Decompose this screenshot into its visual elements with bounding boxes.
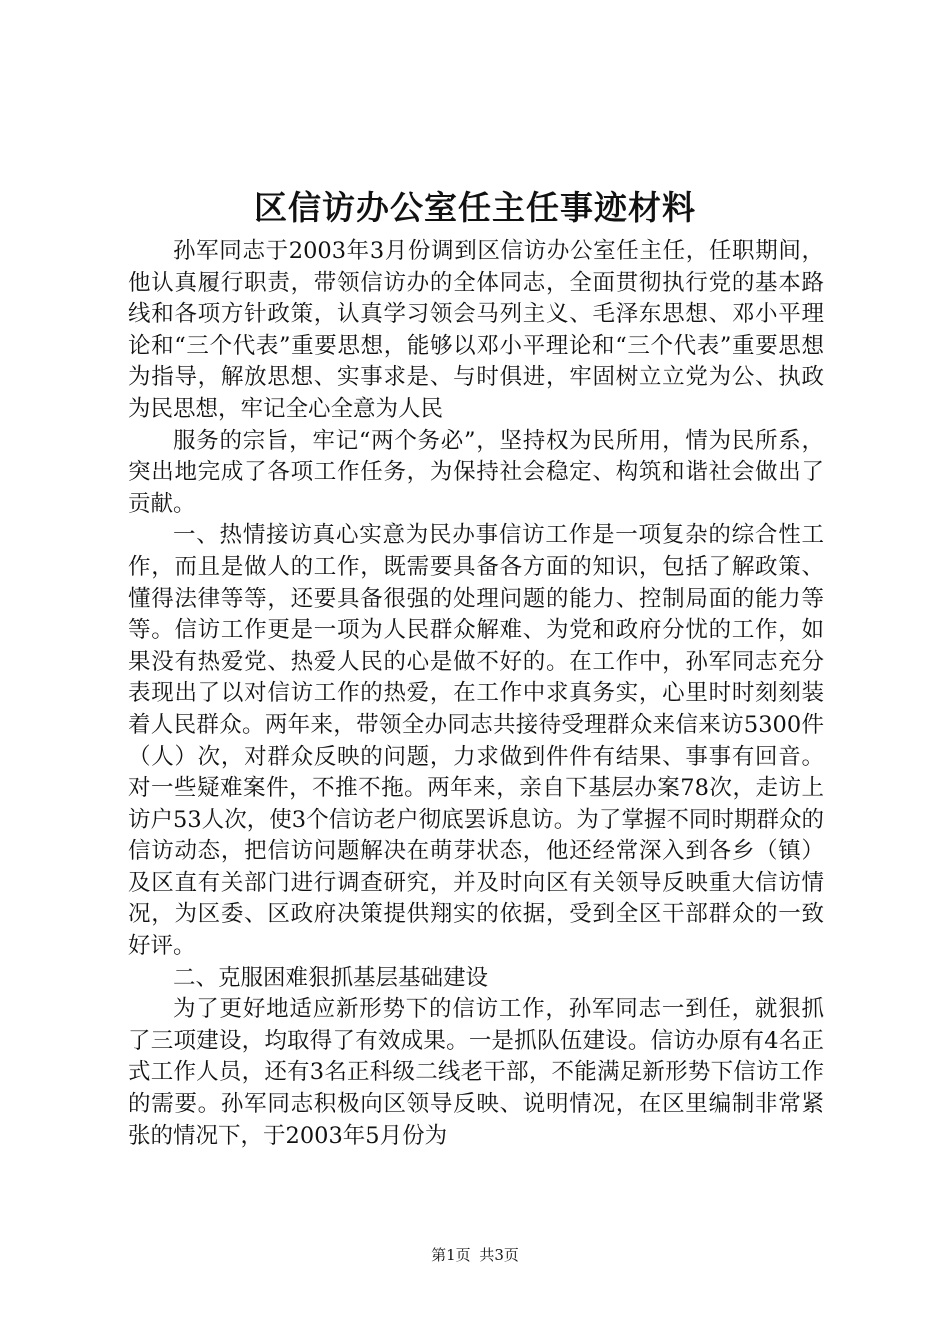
page-footer (0, 1245, 950, 1265)
paragraph: 孙军同志于2003年3月份调到区信访办公室任主任，任职期间，他认真履行职责，带领信访办的全体同志，全面贯彻执行党的基本路线和各项方针政策，认真学习领会马列主义、毛泽东思想、邓小平理论和“三个代表”重要思想，能够以邓小平理论和“三个代表”重要思想为指导，解放思想、实事求是、与时俱进，牢固树立立党为公、执政为民思想，牢记全心全意为人民 (128, 238, 824, 422)
section-heading: 二、克服困难狠抓基层基础建设 (173, 964, 489, 991)
document-body (128, 236, 824, 1152)
paragraph: 一、热情接访真心实意为民办事信访工作是一项复杂的综合性工作，而且是做人的工作，既需要具备各方面的知识，包括了解政策、懂得法律等等，还要具备很强的处理问题的能力、控制局面的能力等等。信访工作更是一项为人民群众解难、为党和政府分忧的工作，如果没有热爱党、热爱人民的心是做不好的。在工作中，孙军同志充分表现出了以对信访工作的热爱，在工作中求真务实，心里时时刻刻装着人民群众。两年来，带领全办同志共接待受理群众来信来访5300件（人）次，对群众反映的问题，力求做到件件有结果、事事有回音。对一些疑难案件，不推不拖。两年来，亲自下基层办案78次，走访上访户53人次，使3个信访老户彻底罢诉息访。为了掌握不同时期群众的信访动态，把信访问题解决在萌芽状态，他还经常深入到各乡（镇）及区直有关部门进行调查研究，并及时向区有关领导反映重大信访情况，为区委、区政府决策提供翔实的依据，受到全区干部群众的一致好评。 (128, 522, 824, 960)
page-number: 第1页 (431, 1246, 471, 1264)
paragraph: 为了更好地适应新形势下的信访工作，孙军同志一到任，就狠抓了三项建设，均取得了有效成果。一是抓队伍建设。信访办原有4名正式工作人员，还有3名正科级二线老干部，不能满足新形势下信访工作的需要。孙军同志积极向区领导反映、说明情况，在区里编制非常紧张的情况下，于2003年5月份为 (128, 996, 824, 1149)
paragraph: 服务的宗旨，牢记“两个务必”，坚持权为民所用，情为民所系，突出地完成了各项工作任务，为保持社会稳定、构筑和谐社会做出了贡献。 (128, 427, 824, 517)
page-total: 共3页 (479, 1246, 519, 1264)
document-title: 区信访办公室任主任事迹材料 (254, 188, 696, 227)
